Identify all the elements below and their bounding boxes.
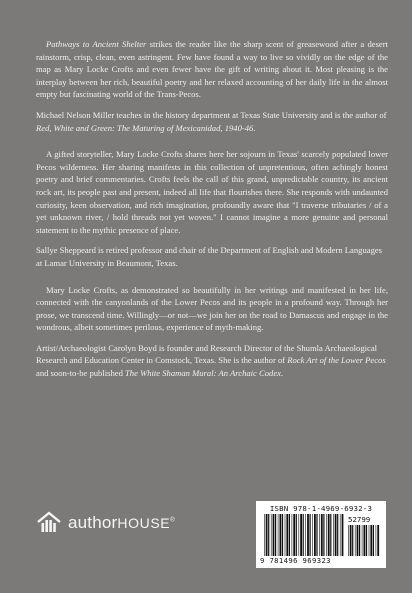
barcode-bar [350, 525, 352, 556]
barcode-bar [266, 514, 268, 556]
publisher-name-caps: HOUSE [117, 515, 171, 531]
barcode-bar [359, 525, 360, 556]
barcode-bar [273, 514, 275, 556]
barcode-bar [312, 514, 313, 556]
review-quote-2-text: A gifted storyteller, Mary Locke Crofts shares here her sojourn in Texas' scarcely populated lower Pecos wilderness. Her sharing manifests in this collection of unpretentious, often achingly honest poetry and brief commentaries. Crofts feels the call of this grand, unpredictable country, its ancient rock art, its people past and present, indeed all life that flourishes there. She responds with undaunted curiosity, keen observation, and rich imagination, profoundly aware that "I traverse tributaries / of a yet unknown river, / hold threads not yet woven." I cannot imagine a more genuine and personal statement to the mythic presence of place. [36, 149, 388, 235]
attribution-3-text: Artist/Archaeologist Carolyn Boyd is founder and Research Director of the Shumla Archaeological Research and Education Center in Comstock, Texas. She is the author of [36, 342, 378, 366]
barcode-bar [264, 514, 265, 556]
addon-barcode-bars [348, 525, 380, 556]
isbn-barcode [256, 501, 386, 568]
barcode-bar [307, 514, 309, 556]
barcode-bar [310, 514, 311, 556]
barcode-bar [370, 525, 372, 556]
book-title-italic: Pathways to Ancient Shelter [46, 39, 147, 49]
barcode-bar [340, 514, 341, 556]
barcode-bar [300, 514, 302, 556]
barcode-bar [357, 525, 359, 556]
barcode-bar [275, 514, 276, 556]
review-quote-3-text: Mary Locke Crofts, as demonstrated so beautifully in her writings and manifested in her life, connected with the canyonlands of the Lower Pecos and its people in a profound way. Through her prose, we transcend time. Willingly—or not—we join her on the road to Damascus and engage in the wondrous, albeit sometimes perilous, experience of myth-making. [36, 284, 388, 333]
review-quote-3 [36, 284, 388, 334]
barcode-bar [293, 514, 295, 556]
barcode-bar [285, 514, 286, 556]
barcode-bar [364, 525, 366, 556]
barcode-bar [376, 525, 377, 556]
registered-mark: ® [170, 517, 175, 524]
attribution-3-book-title: Rock Art of the Lower Pecos [287, 355, 386, 366]
ean-digits: 9 781496 969323 [260, 556, 331, 565]
reviews-block [36, 38, 388, 394]
barcode-bar [321, 514, 323, 556]
review-attribution-2: Sallye Sheppeard is retired professor and chair of the Department of English and Modern Languages at Lamar University in Beaumont, Texas. [36, 245, 383, 268]
barcode-bar [278, 514, 279, 556]
ean-barcode-bars [264, 514, 344, 556]
barcode-bar [348, 525, 349, 556]
barcode-bar [355, 525, 356, 556]
barcode-bar [366, 525, 367, 556]
barcode-bar [280, 514, 282, 556]
barcode-bar [333, 514, 334, 556]
barcode-bar [316, 514, 317, 556]
attribution-3-mid: and soon-to-be published [36, 368, 126, 379]
publisher-name-lower: author [68, 513, 118, 532]
barcode-bar [268, 514, 269, 556]
barcode-bar [362, 525, 363, 556]
barcode-bar [373, 525, 374, 556]
barcode-bar [323, 514, 324, 556]
house-roof-icon [36, 511, 62, 535]
barcode-bar [377, 525, 379, 556]
barcode-bar [296, 514, 297, 556]
review-quote-1-text: strikes the reader like the sharp scent of greasewood after a desert rainstorm, crisp, clean, even astringent. Few have found a way to live so vividly on the edge of the map as Mary Locke Crofts and even fewer have the gift of writing about it. Most pleasing is the interplay between her rich, beautiful poetry and her relaxed accounting of her daily life in the almost empty but fascinating world of the Trans-Pecos. [36, 39, 388, 100]
attribution-1-text: Michael Nelson Miller teaches in the history department at Texas State University and is the author of [36, 109, 387, 120]
publisher-logo [36, 510, 175, 536]
price-code: 52799 [348, 515, 371, 524]
barcode-bar [328, 514, 330, 556]
attribution-1-end: . [253, 122, 256, 133]
barcode-bar [330, 514, 331, 556]
barcode-bar [314, 514, 316, 556]
attribution-3-book-title-2: The White Shaman Mural: An Archaic Codex [125, 368, 281, 379]
barcode-bar [369, 525, 370, 556]
barcode-bar [342, 514, 344, 556]
review-attribution-3 [36, 342, 388, 380]
attribution-3-end: . [280, 368, 284, 379]
barcode-bar [335, 514, 337, 556]
barcode-bar [271, 514, 272, 556]
barcode-bar [303, 514, 304, 556]
publisher-name [68, 513, 175, 533]
barcode-bar [282, 514, 283, 556]
barcode-bar [292, 514, 293, 556]
review-quote-1 [36, 38, 388, 101]
barcode-bar [305, 514, 306, 556]
barcode-bar [337, 514, 338, 556]
barcode-bar [352, 525, 353, 556]
review-quote-2 [36, 148, 388, 236]
barcode-bar [286, 514, 288, 556]
review-attribution-1 [36, 109, 388, 134]
barcode-bar [326, 514, 327, 556]
barcode-bar [319, 514, 320, 556]
isbn-label: ISBN 978-1-4969-6932-3 [269, 504, 373, 513]
barcode-bar [289, 514, 290, 556]
attribution-1-book-title: Red, White and Green: The Maturing of Mexicanidad, 1940-46 [36, 122, 254, 133]
barcode-bar [299, 514, 300, 556]
